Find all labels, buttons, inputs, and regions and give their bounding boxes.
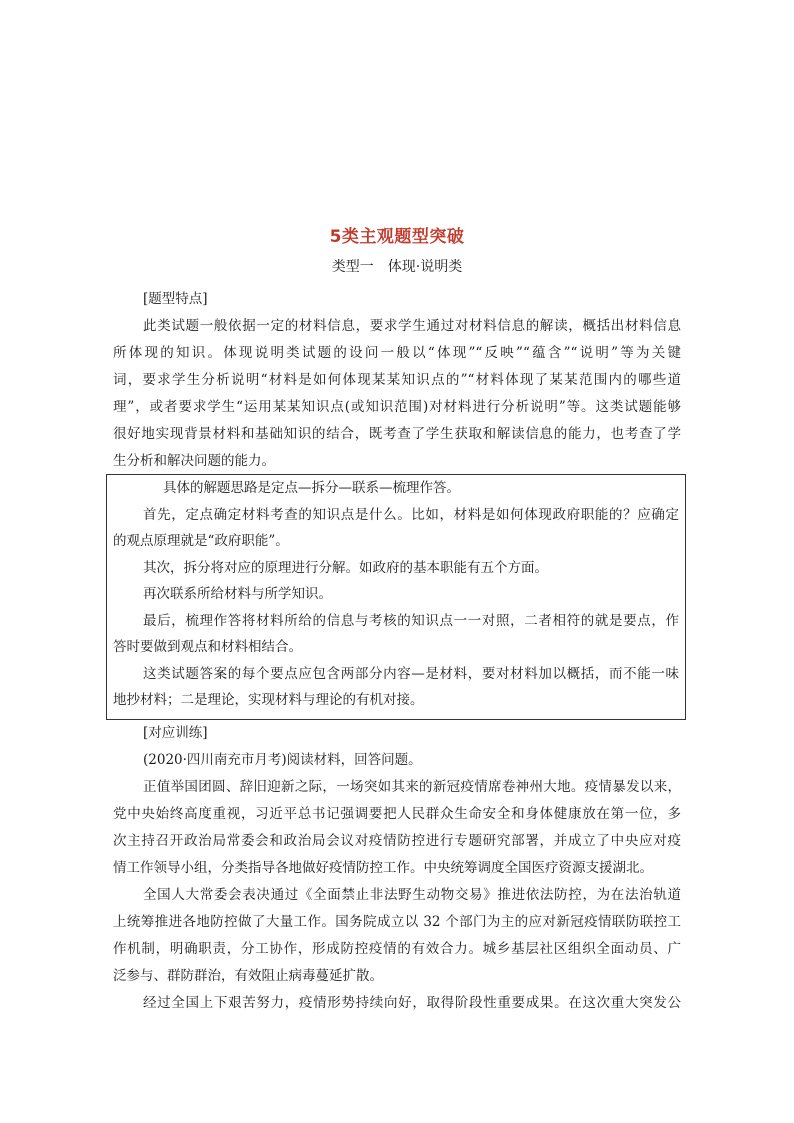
features-section	[113, 286, 681, 475]
page-title: 5类主观题型突破	[329, 227, 465, 247]
box-line: 的观点原理就是“政府职能”。	[113, 533, 289, 549]
training-line: 作机制，明确职责，分工协作，形成防控疫情的有效合力。城乡基层社区组织全面动员、广	[113, 941, 681, 957]
training-line: 正值举国团圆、辞旧迎新之际，一场突如其来的新冠疫情席卷神州大地。疫情暴发以来，	[143, 779, 681, 795]
box-line: 这类试题答案的每个要点应包含两部分内容—是材料，要对材料加以概括，而不能一味	[143, 665, 679, 682]
training-source: (2020·四川南充市月考)阅读材料，回答问题。	[143, 752, 422, 768]
features-line: 词，要求学生分析说明“材料是如何体现某某知识点的”“材料体现了某某范围内的哪些道	[113, 372, 681, 388]
training-label: [对应训练]	[143, 725, 208, 741]
features-line: 所体现的知识。体现说明类试题的设问一般以“体现”“反映”“蕴含”“说明”等为关键	[113, 345, 681, 361]
method-box	[106, 474, 686, 720]
features-line: 生分析和解决问题的能力。	[113, 453, 275, 469]
box-line: 地抄材料；二是理论，实现材料与理论的有机对接。	[113, 692, 424, 708]
training-section	[113, 720, 681, 1017]
features-line: 很好地实现背景材料和基础知识的结合，既考查了学生获取和解读信息的能力，也考查了学	[113, 426, 681, 442]
features-line: 此类试题一般依据一定的材料信息，要求学生通过对材料信息的解读，概括出材料信息	[143, 318, 681, 334]
box-line: 其次，拆分将对应的原理进行分解。如政府的基本职能有五个方面。	[143, 559, 548, 576]
box-line: 再次联系所给材料与所学知识。	[143, 586, 332, 602]
box-line: 答时要做到观点和材料相结合。	[113, 639, 302, 655]
training-line: 全国人大常委会表决通过《全面禁止非法野生动物交易》推进依法防控，为在法治轨道	[143, 887, 681, 903]
box-line: 最后，梳理作答将材料所给的信息与考核的知识点一一对照，二者相符的就是要点，作	[143, 612, 679, 629]
training-line: 经过全国上下艰苦努力，疫情形势持续向好，取得阶段性重要成果。在这次重大突发公	[143, 995, 681, 1011]
training-line: 上统筹推进各地防控做了大量工作。国务院成立以 32 个部门为主的应对新冠疫情联防联控工	[113, 914, 681, 930]
training-line: 泛参与、群防群治，有效阻止病毒蔓延扩散。	[113, 968, 383, 984]
box-line: 具体的解题思路是定点—拆分—联系—梳理作答。	[163, 480, 460, 496]
training-line: 党中央始终高度重视，习近平总书记强调要把人民群众生命安全和身体健康放在第一位，多	[113, 806, 681, 822]
features-label: [题型特点]	[143, 291, 208, 307]
section-subtitle: 类型一 体现·说明类	[331, 259, 463, 275]
box-line: 首先，定点确定材料考查的知识点是什么。比如，材料是如何体现政府职能的？应确定	[143, 506, 679, 523]
features-line: 理”，或者要求学生“运用某某知识点(或知识范围)对材料进行分析说明”等。这类试题能够	[113, 399, 681, 415]
training-line: 情工作领导小组，分类指导各地做好疫情防控工作。中央统筹调度全国医疗资源支援湖北。	[113, 860, 653, 876]
training-line: 次主持召开政治局常委会和政治局会议对疫情防控进行专题研究部署，并成立了中央应对疫	[113, 833, 681, 849]
